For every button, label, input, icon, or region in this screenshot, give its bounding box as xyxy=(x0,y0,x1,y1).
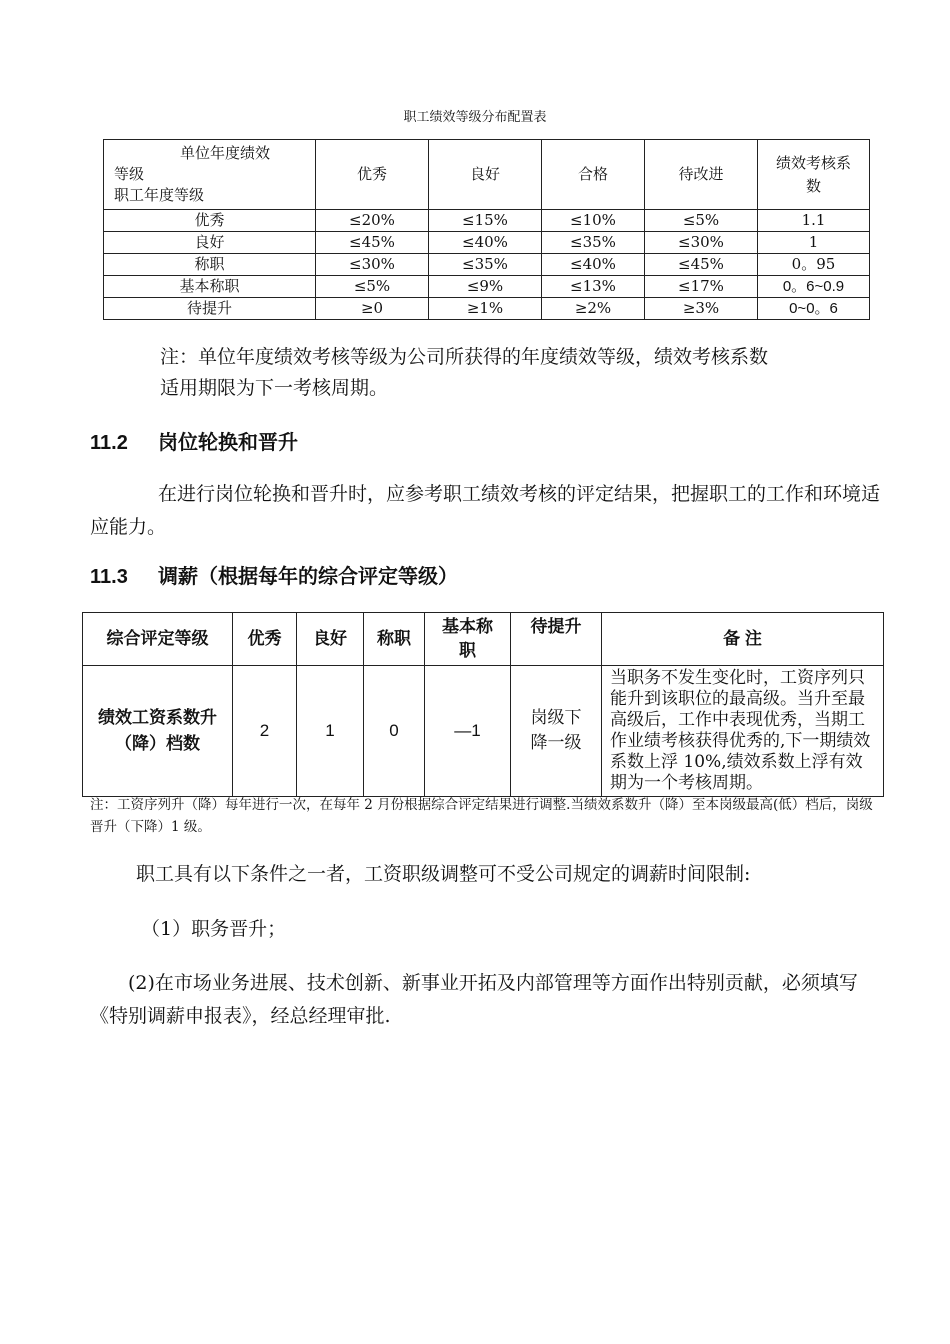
table2-header-row xyxy=(83,613,884,666)
table1-header-row xyxy=(104,140,870,210)
row-grade: 基本称职 xyxy=(104,276,316,298)
cell: ≥2% xyxy=(542,298,645,320)
cell: ≤20% xyxy=(316,210,429,232)
cell: ≤5% xyxy=(316,276,429,298)
cell: 1 xyxy=(297,666,364,797)
header-basic-competent: 基本称职 xyxy=(425,613,511,666)
condition-item-1: （1）职务晋升； xyxy=(141,918,287,940)
header-coefficient: 绩效考核系数 xyxy=(758,140,870,210)
cell: ≤10% xyxy=(542,210,645,232)
section-11-3-heading xyxy=(90,560,458,589)
conditions-paragraph: 职工具有以下条件之一者，工资职级调整可不受公司规定的调薪时间限制: xyxy=(136,863,751,885)
header-excellent: 优秀 xyxy=(233,613,297,666)
cell: ≤40% xyxy=(542,254,645,276)
cell: ≤30% xyxy=(316,254,429,276)
cell: ≤35% xyxy=(542,232,645,254)
header-good: 良好 xyxy=(429,140,542,210)
table-row xyxy=(104,298,870,320)
header-competent: 称职 xyxy=(364,613,425,666)
table-row xyxy=(104,254,870,276)
table2-note: 注：工资序列升（降）每年进行一次，在每年 2 月份根据综合评定结果进行调整.当绩效系数升（降）至本岗级最高(低）档后，岗级晋升（下降）1 级。 xyxy=(90,797,873,835)
cell: ≤13% xyxy=(542,276,645,298)
header-excellent: 优秀 xyxy=(316,140,429,210)
cell: ≤15% xyxy=(429,210,542,232)
diagonal-header-cell xyxy=(104,140,316,210)
header-unit-grade: 单位年度绩效 xyxy=(180,144,271,162)
condition-item-2: (2)在市场业务进展、技术创新、新事业开拓及内部管理等方面作出特别贡献，必须填写《特别调薪申报表》，经总经理审批. xyxy=(90,972,858,1027)
cell: ≤5% xyxy=(645,210,758,232)
cell: ≥0 xyxy=(316,298,429,320)
header-grade: 等级 xyxy=(114,165,145,183)
cell: 岗级下降一级 xyxy=(511,666,602,797)
header-to-improve: 待改进 xyxy=(645,140,758,210)
section-number: 11.3 xyxy=(90,566,128,588)
cell: ≤17% xyxy=(645,276,758,298)
cell: ≤45% xyxy=(645,254,758,276)
section-11-2-heading xyxy=(90,426,298,455)
coefficient-cell: 1.1 xyxy=(758,210,870,232)
cell: —1 xyxy=(425,666,511,797)
header-qualified: 合格 xyxy=(542,140,645,210)
row-grade: 待提升 xyxy=(104,298,316,320)
remark-cell: 当职务不发生变化时，工资序列只能升到该职位的最高级。当升至最高级后，工作中表现优秀，当期工作业绩考核获得优秀的,下一期绩效系数上浮 10%,绩效系数上浮有效期为一个考核周期。 xyxy=(602,666,884,797)
cell: ≥3% xyxy=(645,298,758,320)
cell: ≤9% xyxy=(429,276,542,298)
cell: 2 xyxy=(233,666,297,797)
table-row xyxy=(104,276,870,298)
performance-distribution-table xyxy=(103,139,870,320)
note1-line1: 注：单位年度绩效考核等级为公司所获得的年度绩效等级，绩效考核系数 xyxy=(160,346,769,368)
cell: ≥1% xyxy=(429,298,542,320)
row-label: 绩效工资系数升（降）档数 xyxy=(83,666,233,797)
row-grade: 称职 xyxy=(104,254,316,276)
table1-note xyxy=(160,342,900,404)
table-row xyxy=(104,232,870,254)
section-title: 岗位轮换和晋升 xyxy=(158,432,298,454)
header-employee-grade: 职工年度等级 xyxy=(114,186,205,204)
table1-caption: 职工绩效等级分布配置表 xyxy=(403,110,547,125)
cell: ≤35% xyxy=(429,254,542,276)
salary-adjustment-table xyxy=(82,612,884,797)
note1-line2: 适用期限为下一考核周期。 xyxy=(160,377,389,399)
cell: ≤45% xyxy=(316,232,429,254)
cell: 0 xyxy=(364,666,425,797)
row-grade: 良好 xyxy=(104,232,316,254)
coefficient-cell: 0~0。6 xyxy=(758,298,870,320)
coefficient-cell: 0。6~0.9 xyxy=(758,276,870,298)
cell: ≤40% xyxy=(429,232,542,254)
coefficient-cell: 0。95 xyxy=(758,254,870,276)
header-to-improve: 待提升 xyxy=(511,613,602,666)
table-row xyxy=(104,210,870,232)
header-remarks: 备 注 xyxy=(602,613,884,666)
header-overall-grade: 综合评定等级 xyxy=(83,613,233,666)
header-good: 良好 xyxy=(297,613,364,666)
section-number: 11.2 xyxy=(90,432,128,454)
section-11-2-paragraph: 在进行岗位轮换和晋升时，应参考职工绩效考核的评定结果，把握职工的工作和环境适应能力。 xyxy=(90,483,881,538)
row-grade: 优秀 xyxy=(104,210,316,232)
section-title: 调薪（根据每年的综合评定等级） xyxy=(158,566,458,588)
table-row xyxy=(83,666,884,797)
cell: ≤30% xyxy=(645,232,758,254)
coefficient-cell: 1 xyxy=(758,232,870,254)
